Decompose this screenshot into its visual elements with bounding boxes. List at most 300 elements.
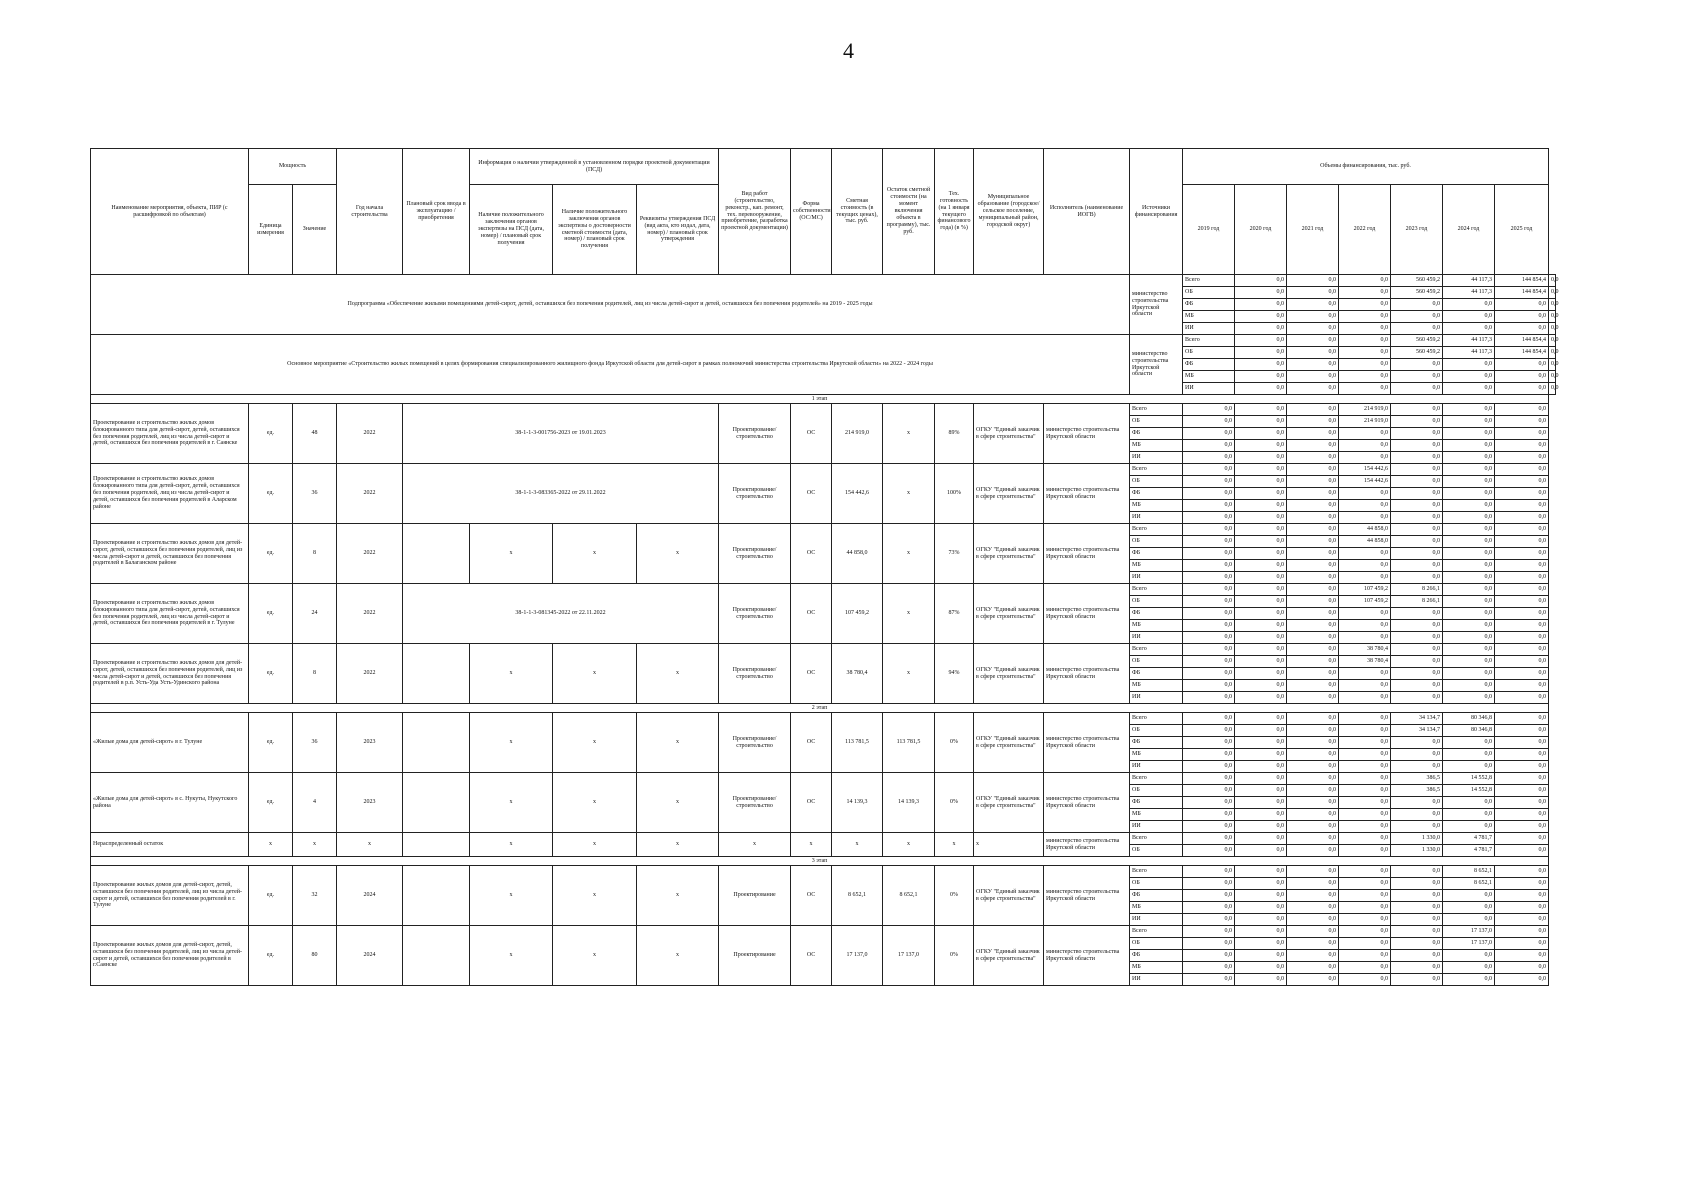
funding-value: 0,0 [1443, 560, 1495, 572]
funding-value: 0,0 [1287, 737, 1339, 749]
funding-value: 8 652,1 [1443, 878, 1495, 890]
funding-value: 0,0 [1495, 821, 1549, 833]
funding-value: 0,0 [1235, 656, 1287, 668]
funding-value: 0,0 [1495, 500, 1549, 512]
stage-label: 1 этап [91, 395, 1549, 404]
funding-value: 0,0 [1443, 644, 1495, 656]
main-event-executor: министерство строительства Иркутской области [1130, 335, 1183, 395]
header-psd-estimate: Наличие положительного заключения органов экспертизы о достоверности сметной стоимости (дата, номер) / плановый срок получения [553, 185, 637, 275]
object-unit: ед. [249, 773, 293, 833]
funding-value: 0,0 [1443, 737, 1495, 749]
funding-source: МБ [1130, 560, 1183, 572]
funding-value: 0,0 [1391, 560, 1443, 572]
funding-value: 0,0 [1287, 572, 1339, 584]
funding-value: 44 117,3 [1443, 335, 1495, 347]
header-funding: Объемы финансирования, тыс. руб. [1183, 149, 1549, 185]
funding-source: Всего [1130, 404, 1183, 416]
object-value: 36 [293, 464, 337, 524]
object-psd-requisites: x [637, 773, 719, 833]
funding-value: 0,0 [1549, 383, 1556, 395]
funding-value: 0,0 [1287, 299, 1339, 311]
funding-value: 0,0 [1287, 680, 1339, 692]
object-readiness: 100% [935, 464, 974, 524]
funding-value: 0,0 [1443, 620, 1495, 632]
funding-source: ИИ [1183, 323, 1235, 335]
funding-source: ИИ [1130, 821, 1183, 833]
funding-source: Всего [1130, 464, 1183, 476]
funding-value: 0,0 [1391, 428, 1443, 440]
funding-value: 0,0 [1391, 476, 1443, 488]
object-name: Проектирование жилых домов для детей-сирот, детей, оставшихся без попечения родителей, лиц из числа детей-сирот и детей, оставшихся без попечения родителей в г.Саянске [91, 926, 249, 986]
funding-value: 0,0 [1443, 821, 1495, 833]
funding-value: 0,0 [1495, 902, 1549, 914]
object-municipality: ОГКУ "Единый заказчик в сфере строительства" [974, 464, 1044, 524]
funding-value: 0,0 [1235, 902, 1287, 914]
funding-value: 0,0 [1391, 950, 1443, 962]
object-psd-estimate: x [553, 713, 637, 773]
funding-value: 44 117,3 [1443, 275, 1495, 287]
table-row [91, 644, 1556, 656]
header-year-2019: 2019 год [1183, 185, 1235, 275]
funding-value: 0,0 [1549, 347, 1556, 359]
object-name: Проектирование жилых домов для детей-сирот, детей, оставшихся без попечения родителей, лиц из числа детей-сирот и детей, оставшихся без попечения родителей в г. Тулуне [91, 866, 249, 926]
funding-value: 0,0 [1443, 359, 1495, 371]
object-psd-requisites: x [637, 524, 719, 584]
funding-source: ИИ [1183, 383, 1235, 395]
funding-value: 0,0 [1339, 488, 1391, 500]
funding-value: 0,0 [1391, 962, 1443, 974]
object-name: Нераспределенный остаток [91, 833, 249, 857]
object-municipality: ОГКУ "Единый заказчик в сфере строительства" [974, 773, 1044, 833]
funding-value: 0,0 [1287, 773, 1339, 785]
funding-value: 0,0 [1339, 938, 1391, 950]
header-start-year: Год начала строительства [337, 149, 403, 275]
funding-value: 0,0 [1287, 809, 1339, 821]
funding-source: ФБ [1130, 950, 1183, 962]
funding-value: 0,0 [1235, 632, 1287, 644]
object-name: «Жилые дома для детей-сирот» в г. Тулуне [91, 713, 249, 773]
object-remaining: x [883, 404, 935, 464]
object-ownership: ОС [791, 524, 832, 584]
funding-value: 0,0 [1549, 335, 1556, 347]
object-municipality: ОГКУ "Единый заказчик в сфере строительства" [974, 524, 1044, 584]
funding-value: 0,0 [1443, 524, 1495, 536]
funding-value: 0,0 [1183, 572, 1235, 584]
funding-value: 0,0 [1339, 878, 1391, 890]
funding-value: 0,0 [1495, 785, 1549, 797]
header-readiness: Тех. готовность (на 1 января текущего финансового года) (в %) [935, 149, 974, 275]
object-psd-expert: x [470, 524, 553, 584]
funding-value: 0,0 [1443, 974, 1495, 986]
stage-row [91, 395, 1556, 404]
object-cost: x [832, 833, 883, 857]
object-start-year: 2022 [337, 464, 403, 524]
funding-value: 0,0 [1495, 464, 1549, 476]
funding-value: 0,0 [1235, 749, 1287, 761]
funding-value: 0,0 [1443, 950, 1495, 962]
funding-source: Всего [1130, 773, 1183, 785]
funding-value: 0,0 [1235, 680, 1287, 692]
funding-value: 0,0 [1443, 584, 1495, 596]
funding-value: 0,0 [1287, 902, 1339, 914]
funding-value: 0,0 [1287, 620, 1339, 632]
funding-value: 0,0 [1183, 488, 1235, 500]
funding-value: 0,0 [1235, 347, 1287, 359]
object-readiness: x [935, 833, 974, 857]
funding-value: 0,0 [1495, 914, 1549, 926]
funding-value: 14 552,8 [1443, 785, 1495, 797]
funding-value: 0,0 [1549, 371, 1556, 383]
funding-value: 0,0 [1287, 335, 1339, 347]
funding-source: ОБ [1130, 938, 1183, 950]
funding-value: 0,0 [1183, 428, 1235, 440]
object-cost: 8 652,1 [832, 866, 883, 926]
object-value: 80 [293, 926, 337, 986]
funding-value: 0,0 [1183, 584, 1235, 596]
funding-source: ОБ [1183, 287, 1235, 299]
funding-value: 0,0 [1391, 737, 1443, 749]
funding-value: 0,0 [1495, 371, 1549, 383]
funding-source: МБ [1130, 680, 1183, 692]
funding-value: 0,0 [1235, 725, 1287, 737]
header-municipality: Муниципальное образование (городское/сельское поселение, муниципальный район, городской округ) [974, 149, 1044, 275]
funding-value: 0,0 [1235, 833, 1287, 845]
header-year-2025: 2025 год [1495, 185, 1549, 275]
funding-value: 0,0 [1235, 464, 1287, 476]
funding-value: 0,0 [1495, 428, 1549, 440]
funding-value: 0,0 [1391, 692, 1443, 704]
object-work-type: Проектирование/строительство [719, 404, 791, 464]
object-remaining: x [883, 833, 935, 857]
funding-value: 0,0 [1287, 311, 1339, 323]
funding-value: 0,0 [1339, 974, 1391, 986]
funding-value: 44 117,3 [1443, 287, 1495, 299]
funding-value: 44 858,0 [1339, 524, 1391, 536]
funding-value: 0,0 [1183, 608, 1235, 620]
funding-source: ОБ [1130, 536, 1183, 548]
funding-value: 0,0 [1339, 512, 1391, 524]
object-executor: министерство строительства Иркутской области [1044, 584, 1130, 644]
object-psd-expert: x [470, 833, 553, 857]
funding-value: 0,0 [1287, 548, 1339, 560]
funding-value: 0,0 [1391, 572, 1443, 584]
funding-value: 0,0 [1183, 548, 1235, 560]
subprogram-title: Подпрограмма «Обеспечение жилыми помещениями детей-сирот, детей, оставшихся без попечения родителей, лиц из числа детей-сирот и детей, оставшихся без попечения родителей» на 2019 - 2025 годы [91, 275, 1130, 335]
funding-value: 0,0 [1339, 749, 1391, 761]
funding-value: 0,0 [1495, 761, 1549, 773]
funding-value: 0,0 [1495, 299, 1549, 311]
funding-value: 560 459,2 [1391, 275, 1443, 287]
object-psd-estimate: x [553, 773, 637, 833]
funding-source: ФБ [1130, 737, 1183, 749]
funding-source: ФБ [1130, 608, 1183, 620]
object-ownership: ОС [791, 584, 832, 644]
funding-value: 0,0 [1183, 761, 1235, 773]
funding-value: 0,0 [1339, 371, 1391, 383]
funding-value: 0,0 [1339, 902, 1391, 914]
object-readiness: 0% [935, 713, 974, 773]
object-readiness: 89% [935, 404, 974, 464]
object-municipality: ОГКУ "Единый заказчик в сфере строительства" [974, 404, 1044, 464]
object-cost: 113 781,5 [832, 713, 883, 773]
funding-value: 0,0 [1287, 560, 1339, 572]
table-row [91, 866, 1556, 878]
funding-value: 0,0 [1235, 797, 1287, 809]
funding-value: 0,0 [1443, 476, 1495, 488]
object-psd-estimate: x [553, 833, 637, 857]
funding-source: МБ [1130, 440, 1183, 452]
funding-value: 0,0 [1287, 584, 1339, 596]
funding-value: 0,0 [1391, 974, 1443, 986]
funding-value: 0,0 [1391, 371, 1443, 383]
funding-value: 0,0 [1443, 797, 1495, 809]
funding-value: 0,0 [1339, 632, 1391, 644]
funding-value: 0,0 [1183, 524, 1235, 536]
funding-source: Всего [1183, 335, 1235, 347]
funding-value: 0,0 [1391, 488, 1443, 500]
funding-value: 0,0 [1443, 404, 1495, 416]
funding-value: 0,0 [1391, 512, 1443, 524]
funding-value: 0,0 [1495, 596, 1549, 608]
funding-value: 0,0 [1183, 914, 1235, 926]
funding-value: 0,0 [1391, 866, 1443, 878]
funding-value: 44 858,0 [1339, 536, 1391, 548]
funding-value: 0,0 [1339, 500, 1391, 512]
funding-value: 0,0 [1287, 821, 1339, 833]
funding-value: 0,0 [1391, 404, 1443, 416]
funding-value: 0,0 [1391, 749, 1443, 761]
funding-value: 0,0 [1339, 383, 1391, 395]
funding-value: 0,0 [1391, 680, 1443, 692]
funding-value: 0,0 [1495, 548, 1549, 560]
header-year-2024: 2024 год [1443, 185, 1495, 275]
funding-value: 0,0 [1235, 335, 1287, 347]
funding-value: 0,0 [1339, 668, 1391, 680]
object-unit: ед. [249, 464, 293, 524]
object-start-year: 2024 [337, 926, 403, 986]
funding-value: 0,0 [1443, 890, 1495, 902]
funding-value: 0,0 [1183, 620, 1235, 632]
object-cost: 14 139,3 [832, 773, 883, 833]
funding-value: 0,0 [1235, 878, 1287, 890]
object-start-year: 2022 [337, 404, 403, 464]
funding-value: 0,0 [1495, 962, 1549, 974]
funding-value: 0,0 [1235, 809, 1287, 821]
funding-value: 0,0 [1495, 536, 1549, 548]
object-remaining: 113 781,5 [883, 713, 935, 773]
page-number: 4 [843, 38, 854, 63]
funding-value: 0,0 [1183, 512, 1235, 524]
funding-value: 0,0 [1443, 668, 1495, 680]
funding-value: 0,0 [1443, 488, 1495, 500]
funding-value: 0,0 [1287, 668, 1339, 680]
header-psd-expert: Наличие положительного заключения органов экспертизы на ПСД (дата, номер) / плановый срок получения [470, 185, 553, 275]
funding-source: Всего [1130, 644, 1183, 656]
funding-value: 0,0 [1235, 404, 1287, 416]
funding-value: 0,0 [1287, 914, 1339, 926]
header-year-2020: 2020 год [1235, 185, 1287, 275]
object-readiness: 0% [935, 773, 974, 833]
funding-value: 0,0 [1391, 608, 1443, 620]
funding-source: МБ [1183, 311, 1235, 323]
funding-source: ОБ [1130, 416, 1183, 428]
funding-value: 0,0 [1235, 914, 1287, 926]
funding-value: 0,0 [1235, 287, 1287, 299]
funding-value: 144 854,4 [1495, 287, 1549, 299]
funding-value: 0,0 [1495, 416, 1549, 428]
header-value: Значение [293, 185, 337, 275]
funding-value: 0,0 [1339, 797, 1391, 809]
funding-value: 0,0 [1339, 725, 1391, 737]
funding-source: ОБ [1130, 596, 1183, 608]
funding-value: 0,0 [1549, 311, 1556, 323]
funding-value: 0,0 [1391, 668, 1443, 680]
funding-value: 0,0 [1287, 347, 1339, 359]
object-cost: 154 442,6 [832, 464, 883, 524]
funding-value: 0,0 [1495, 644, 1549, 656]
funding-source: МБ [1130, 749, 1183, 761]
funding-value: 0,0 [1287, 797, 1339, 809]
object-work-type: Проектирование/строительство [719, 773, 791, 833]
object-value: 32 [293, 866, 337, 926]
object-plan-year [403, 833, 470, 857]
funding-value: 0,0 [1339, 833, 1391, 845]
object-executor: министерство строительства Иркутской области [1044, 926, 1130, 986]
funding-value: 0,0 [1287, 440, 1339, 452]
funding-value: 0,0 [1287, 536, 1339, 548]
funding-source: ФБ [1183, 359, 1235, 371]
funding-value: 0,0 [1443, 914, 1495, 926]
funding-value: 0,0 [1183, 452, 1235, 464]
object-start-year: x [337, 833, 403, 857]
financing-table [90, 148, 1559, 986]
funding-value: 0,0 [1495, 950, 1549, 962]
funding-value: 0,0 [1391, 299, 1443, 311]
funding-value: 0,0 [1443, 962, 1495, 974]
funding-value: 0,0 [1443, 452, 1495, 464]
funding-value: 0,0 [1443, 749, 1495, 761]
funding-value: 0,0 [1287, 275, 1339, 287]
object-executor: министерство строительства Иркутской области [1044, 833, 1130, 857]
funding-value: 0,0 [1235, 428, 1287, 440]
funding-source: МБ [1130, 500, 1183, 512]
object-remaining: 14 139,3 [883, 773, 935, 833]
table-row [91, 524, 1556, 536]
funding-value: 0,0 [1443, 371, 1495, 383]
funding-source: Всего [1130, 713, 1183, 725]
funding-value: 0,0 [1443, 548, 1495, 560]
funding-value: 0,0 [1287, 476, 1339, 488]
funding-value: 0,0 [1339, 299, 1391, 311]
funding-value: 8 652,1 [1443, 866, 1495, 878]
funding-source: ОБ [1130, 785, 1183, 797]
table-row [91, 833, 1556, 845]
object-plan-year [403, 644, 470, 704]
object-remaining: x [883, 464, 935, 524]
funding-value: 0,0 [1443, 902, 1495, 914]
funding-value: 0,0 [1183, 596, 1235, 608]
funding-value: 0,0 [1235, 359, 1287, 371]
funding-source: МБ [1130, 962, 1183, 974]
funding-value: 0,0 [1495, 668, 1549, 680]
object-value: 24 [293, 584, 337, 644]
funding-value: 0,0 [1495, 452, 1549, 464]
object-start-year: 2024 [337, 866, 403, 926]
object-executor: министерство строительства Иркутской области [1044, 464, 1130, 524]
object-psd: 38-1-1-3-001756-2023 от 19.01.2023 [403, 404, 719, 464]
funding-value: 4 781,7 [1443, 845, 1495, 857]
object-ownership: ОС [791, 644, 832, 704]
funding-value: 0,0 [1183, 950, 1235, 962]
funding-value: 0,0 [1183, 632, 1235, 644]
funding-value: 0,0 [1235, 584, 1287, 596]
funding-source: ФБ [1130, 488, 1183, 500]
funding-value: 0,0 [1287, 287, 1339, 299]
object-ownership: ОС [791, 464, 832, 524]
funding-value: 0,0 [1339, 311, 1391, 323]
funding-source: ФБ [1130, 797, 1183, 809]
funding-value: 0,0 [1183, 668, 1235, 680]
funding-value: 0,0 [1235, 821, 1287, 833]
funding-value: 0,0 [1235, 668, 1287, 680]
funding-source: ИИ [1130, 914, 1183, 926]
funding-value: 0,0 [1235, 761, 1287, 773]
funding-value: 0,0 [1391, 938, 1443, 950]
funding-value: 0,0 [1339, 926, 1391, 938]
funding-value: 0,0 [1443, 692, 1495, 704]
table-body [91, 275, 1559, 986]
funding-value: 0,0 [1183, 656, 1235, 668]
table-row [91, 404, 1556, 416]
funding-value: 0,0 [1235, 548, 1287, 560]
object-psd: 38-1-1-3-081345-2022 от 22.11.2022 [403, 584, 719, 644]
funding-value: 0,0 [1339, 275, 1391, 287]
header-work-type: Вид работ (строительство, реконстр., кап. ремонт, тех. перевооружение, приобретение, разработка проектной документации) [719, 149, 791, 275]
object-ownership: x [791, 833, 832, 857]
object-municipality: ОГКУ "Единый заказчик в сфере строительства" [974, 926, 1044, 986]
funding-value: 386,5 [1391, 773, 1443, 785]
funding-value: 0,0 [1235, 620, 1287, 632]
funding-value: 0,0 [1287, 500, 1339, 512]
funding-value: 0,0 [1339, 572, 1391, 584]
funding-value: 0,0 [1183, 797, 1235, 809]
object-value: 4 [293, 773, 337, 833]
funding-value: 0,0 [1391, 464, 1443, 476]
object-readiness: 0% [935, 866, 974, 926]
object-plan-year [403, 524, 470, 584]
funding-value: 0,0 [1549, 323, 1556, 335]
object-readiness: 73% [935, 524, 974, 584]
funding-value: 0,0 [1339, 773, 1391, 785]
funding-source: ОБ [1130, 656, 1183, 668]
funding-value: 0,0 [1495, 797, 1549, 809]
object-cost: 107 459,2 [832, 584, 883, 644]
object-executor: министерство строительства Иркутской области [1044, 524, 1130, 584]
funding-value: 0,0 [1287, 416, 1339, 428]
object-remaining: x [883, 524, 935, 584]
object-municipality: ОГКУ "Единый заказчик в сфере строительства" [974, 584, 1044, 644]
funding-value: 0,0 [1495, 359, 1549, 371]
object-work-type: Проектирование/строительство [719, 644, 791, 704]
funding-value: 0,0 [1235, 737, 1287, 749]
funding-value: 0,0 [1235, 524, 1287, 536]
funding-value: 0,0 [1391, 383, 1443, 395]
funding-value: 0,0 [1391, 323, 1443, 335]
object-plan-year [403, 713, 470, 773]
funding-value: 0,0 [1443, 632, 1495, 644]
funding-value: 0,0 [1495, 890, 1549, 902]
funding-value: 0,0 [1235, 950, 1287, 962]
